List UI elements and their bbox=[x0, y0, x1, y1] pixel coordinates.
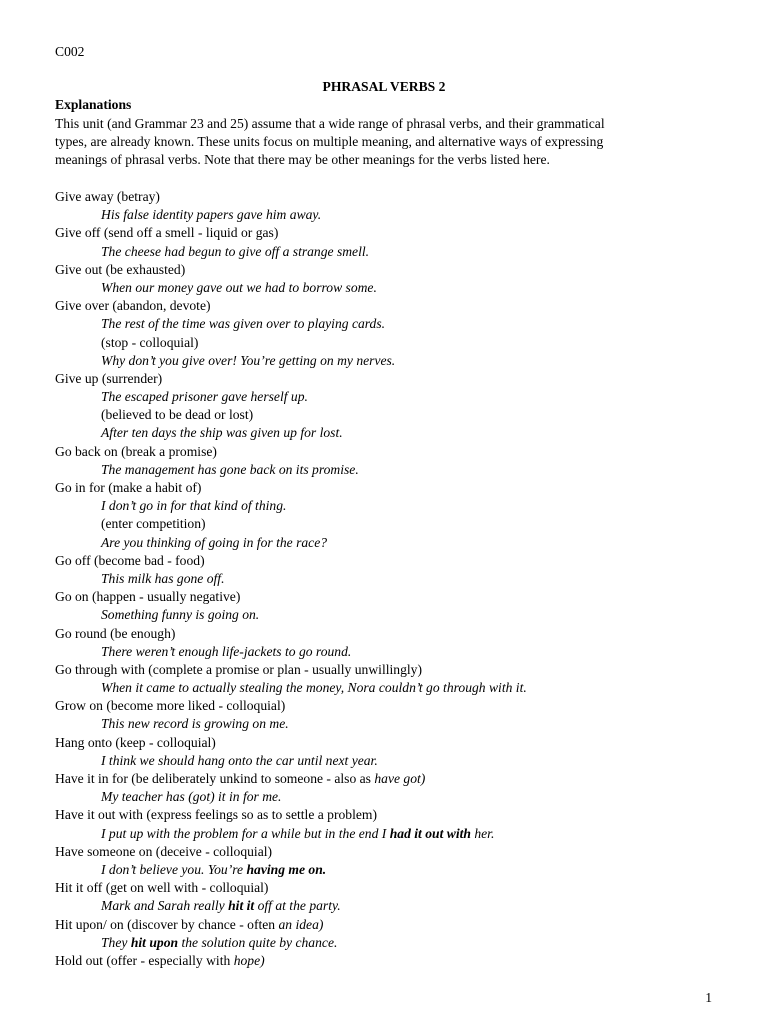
entry-heading-italic: an idea) bbox=[278, 916, 324, 932]
entry-heading: Give up (surrender) bbox=[55, 370, 163, 386]
phrasal-verb-list bbox=[55, 188, 735, 970]
entry-example bbox=[55, 897, 735, 915]
entry-heading bbox=[55, 770, 735, 788]
entry-example: My teacher has (got) it in for me. bbox=[101, 789, 282, 805]
entry-heading-text: Have it in for (be deliberately unkind to someone - also as bbox=[55, 771, 375, 786]
entry-heading: Go back on (break a promise) bbox=[55, 443, 217, 459]
entry-example: After ten days the ship was given up for lost. bbox=[101, 425, 343, 441]
entry-example: This milk has gone off. bbox=[101, 570, 225, 586]
entry-example: The escaped prisoner gave herself up. bbox=[101, 389, 308, 405]
page-title: PHRASAL VERBS 2 bbox=[322, 79, 446, 94]
entry-heading bbox=[55, 916, 735, 934]
entry-example: The rest of the time was given over to playing cards. bbox=[101, 316, 386, 332]
entry-heading-italic: have got) bbox=[374, 771, 426, 786]
entry-example: His false identity papers gave him away. bbox=[101, 207, 322, 223]
entry-example: Are you thinking of going in for the race? bbox=[101, 534, 328, 550]
entry-heading: Have it out with (express feelings so as to settle a problem) bbox=[55, 807, 378, 823]
entry-example: Why don’t you give over! You’re getting on my nerves. bbox=[101, 352, 396, 368]
entry-heading: Go in for (make a habit of) bbox=[55, 480, 202, 495]
entry-sense: (enter competition) bbox=[101, 516, 206, 532]
example-bold: hit it bbox=[228, 898, 255, 914]
entry-example: When it came to actually stealing the money, Nora couldn’t go through with it. bbox=[101, 680, 527, 696]
entry-heading: Go on (happen - usually negative) bbox=[55, 589, 241, 605]
example-bold: hit upon bbox=[130, 934, 179, 950]
entry-example bbox=[55, 861, 735, 879]
example-text: off at the party. bbox=[254, 898, 341, 914]
entry-example bbox=[55, 934, 735, 952]
intro-paragraph bbox=[55, 115, 715, 170]
intro-line: types, are already known. These units focus on multiple meaning, and alternative ways of expressing bbox=[55, 134, 604, 150]
entry-example: Something funny is going on. bbox=[101, 607, 260, 623]
entry-heading: Give away (betray) bbox=[55, 189, 160, 204]
entry-sense: (stop - colloquial) bbox=[101, 334, 199, 350]
document-code: C002 bbox=[55, 44, 85, 59]
example-text: her. bbox=[470, 825, 495, 841]
example-bold: had it out with bbox=[389, 825, 471, 841]
entry-heading: Give out (be exhausted) bbox=[55, 261, 186, 277]
entry-example: I think we should hang onto the car until next year. bbox=[101, 752, 378, 768]
entry-heading bbox=[55, 952, 735, 970]
entry-heading: Hang onto (keep - colloquial) bbox=[55, 734, 216, 750]
example-text: I put up with the problem for a while but in the end I bbox=[101, 825, 390, 841]
entry-example: The management has gone back on its promise. bbox=[101, 461, 359, 477]
entry-heading: Grow on (become more liked - colloquial) bbox=[55, 698, 286, 714]
entry-example: There weren’t enough life-jackets to go round. bbox=[101, 643, 352, 659]
entry-example: When our money gave out we had to borrow some. bbox=[101, 279, 377, 295]
entry-heading: Have someone on (deceive - colloquial) bbox=[55, 843, 273, 859]
example-bold: having me on. bbox=[246, 861, 327, 877]
entry-example bbox=[55, 825, 735, 843]
section-heading: Explanations bbox=[55, 97, 132, 112]
entry-heading: Go round (be enough) bbox=[55, 625, 176, 641]
entry-example: This new record is growing on me. bbox=[101, 716, 289, 732]
entry-heading: Give over (abandon, devote) bbox=[55, 298, 211, 314]
entry-heading: Hit it off (get on well with - colloquial) bbox=[55, 880, 269, 896]
entry-heading-italic: hope) bbox=[233, 952, 265, 968]
example-text: They bbox=[101, 934, 131, 950]
entry-example: I don’t go in for that kind of thing. bbox=[101, 498, 287, 514]
intro-line: This unit (and Grammar 23 and 25) assume that a wide range of phrasal verbs, and their grammatical bbox=[55, 116, 605, 131]
example-text: Mark and Sarah really bbox=[101, 898, 229, 914]
entry-sense: (believed to be dead or lost) bbox=[101, 407, 254, 423]
page-number: 1 bbox=[705, 990, 712, 1005]
entry-heading-text: Hold out (offer - especially with bbox=[55, 952, 234, 968]
entry-heading: Give off (send off a smell - liquid or gas) bbox=[55, 225, 279, 241]
example-text: I don’t believe you. You’re bbox=[101, 861, 247, 877]
entry-heading: Go through with (complete a promise or plan - usually unwillingly) bbox=[55, 661, 422, 677]
example-text: the solution quite by chance. bbox=[178, 934, 338, 950]
entry-example: The cheese had begun to give off a strange smell. bbox=[101, 243, 370, 259]
intro-line: meanings of phrasal verbs. Note that there may be other meanings for the verbs listed here. bbox=[55, 152, 550, 168]
entry-heading: Go off (become bad - food) bbox=[55, 552, 205, 568]
entry-heading-text: Hit upon/ on (discover by chance - often bbox=[55, 916, 279, 932]
